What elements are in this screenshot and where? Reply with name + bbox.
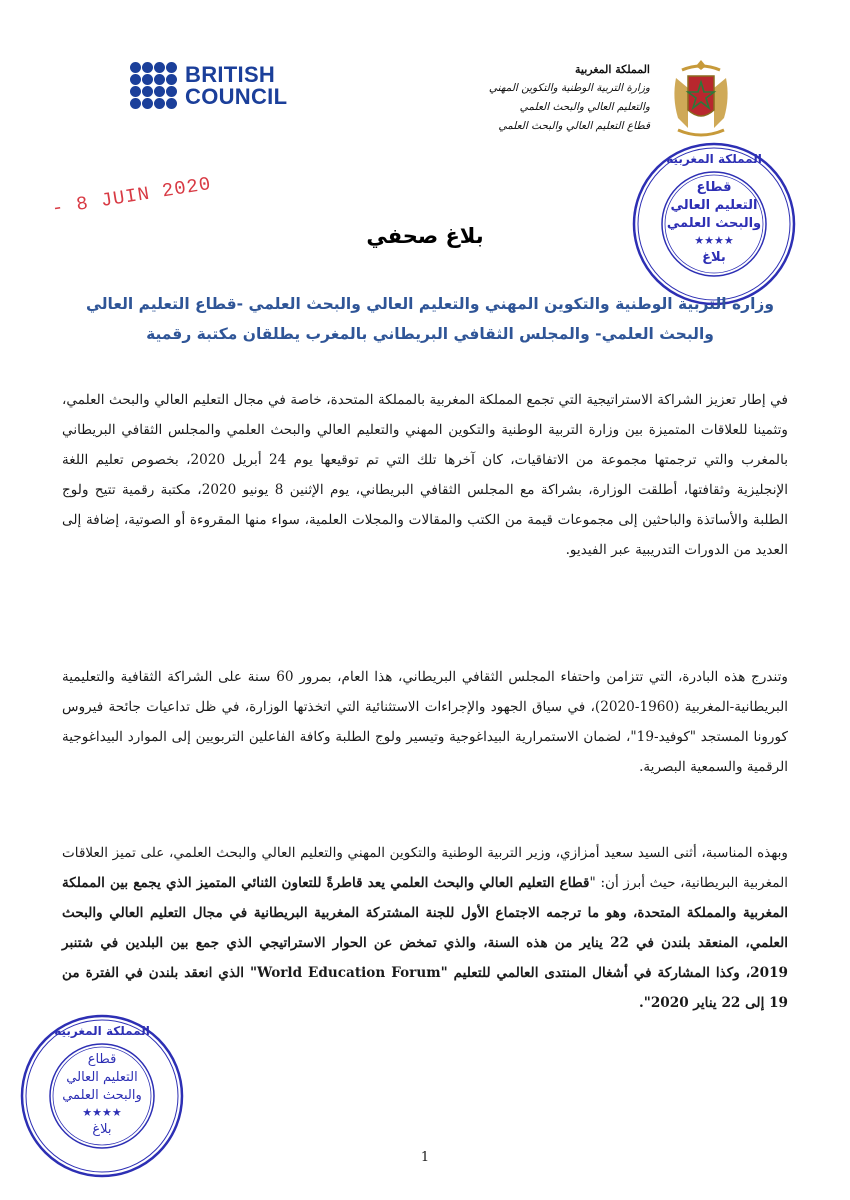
moroccan-coat-of-arms-icon	[668, 58, 734, 142]
ministry-line-sector: قطاع التعليم العالي والبحث العلمي	[498, 120, 650, 132]
british-council-logo	[130, 62, 287, 109]
paragraph-2-text: وتندرج هذه البادرة، التي تتزامن واحتفاء المجلس الثقافي البريطاني، هذا العام، بمرور 60 سنة على الشراكة الثقافية والتعليمية البريطانية-المغربية (1960-2020)، في سياق الجهود والإجراءات الاستثنائية التي اتخذتها الوزارة، في ظل تداعيات جائحة فيروس كورونا المستجد "كوفيد-19"، لضمان الاستمرارية البيداغوجية وتيسير ولوج الطلبة وكافة الفاعلين التربويين إلى الموارد البيداغوجية الرقمية والسمعية البصرية.	[62, 669, 788, 775]
stamp-line-2: التعليم العالي	[670, 198, 758, 213]
page-title: بلاغ صحفي	[366, 224, 484, 248]
paragraph-3-quote: قطاع التعليم العالي والبحث العلمي يعد قاطرةً للتعاون الثنائي المتميز الذي يجمع بين المملكة المغربية والمملكة المتحدة، وهو ما ترجمه الاجتماع الأول للجنة المشتركة المغربية البريطانية في مجال التعليم العالي والبحث العلمي، المنعقد بلندن في 22 يناير من هذه السنة، والذي تمخض عن الحوار الاستراتيجي الذي جمع بين البلدين في شتنبر 2019، وكذا المشاركة في أشغال المنتدى العالمي للتعليم "World Education Forum" الذي انعقد بلندن في الفترة من 19 إلى 22 يناير 2020".	[62, 875, 788, 1011]
stamp-line-3: والبحث العلمي	[666, 216, 762, 231]
british-council-dots-icon	[130, 62, 177, 109]
stamp-stars: ★★★★	[694, 234, 734, 247]
stamp-line-2: التعليم العالي	[66, 1070, 138, 1085]
ministry-line-kingdom: المملكة المغربية	[575, 63, 650, 76]
stamp-line-4: بلاغ	[92, 1122, 112, 1137]
stamp-line-1: قطاع	[87, 1052, 117, 1067]
stamp-line-4: بلاغ	[702, 250, 726, 265]
paragraph-3	[62, 838, 788, 1018]
ministry-header	[489, 60, 650, 136]
stamp-line-1: قطاع	[696, 180, 732, 195]
page-number: 1	[420, 1150, 430, 1165]
headline: وزارة التربية الوطنية والتكوين المهني والتعليم العالي والبحث العلمي -قطاع التعليم العالي والبحث العلمي- والمجلس الثقافي البريطاني بالمغرب يطلقان مكتبة رقمية	[86, 295, 774, 343]
paragraph-3-intro: وبهذه المناسبة، أثنى السيد سعيد أمزازي، وزير التربية الوطنية والتكوين المهني والتعليم العالي والبحث العلمي، على تميز العلاقات المغربية البريطانية، حيث أبرز أن: "	[62, 845, 788, 891]
paragraph-1-text: في إطار تعزيز الشراكة الاستراتيجية التي تجمع المملكة المغربية بالمملكة المتحدة، خاصة في مجال التعليم العالي والبحث العلمي، وتثمينا للعلاقات المتميزة بين وزارة التربية الوطنية والتكوين المهني والتعليم العالي والبحث العلمي والمجلس الثقافي البريطاني بالمغرب والتي ترجمتها مجموعة من الاتفاقيات، كان آخرها تلك التي تم توقيعها يوم 24 أبريل 2020، بخصوص تعليم اللغة الإنجليزية وثقافتها، أطلقت الوزارة، بشراكة مع المجلس الثقافي البريطاني، يوم الإثنين 8 يونيو 2020، مكتبة رقمية تتيح ولوج الطلبة والأساتذة والباحثين إلى مجموعات قيمة من الكتب والمقالات والمجلات العلمية، سواء منها المقروءة أو الصوتية، إضافة إلى العديد من الدورات التدريبية عبر الفيديو.	[62, 392, 789, 558]
paragraph-1	[62, 385, 788, 565]
ministry-line-higher-ed: والتعليم العالي والبحث العلمي	[519, 101, 650, 113]
logo-line-1: BRITISH	[185, 61, 276, 87]
ministry-line-ministry: وزارة التربية الوطنية والتكوين المهني	[488, 82, 650, 94]
stamp-line-3: والبحث العلمي	[62, 1088, 142, 1103]
date-received-stamp: - 8 JUIN 2020	[50, 172, 213, 220]
paragraph-2	[62, 662, 788, 782]
stamp-ring-text: المملكة المغربية	[54, 1024, 150, 1038]
logo-line-2: COUNCIL	[185, 83, 288, 109]
stamp-stars: ★★★★	[82, 1106, 122, 1119]
stamp-ring-text: المملكة المغربية	[666, 152, 762, 166]
